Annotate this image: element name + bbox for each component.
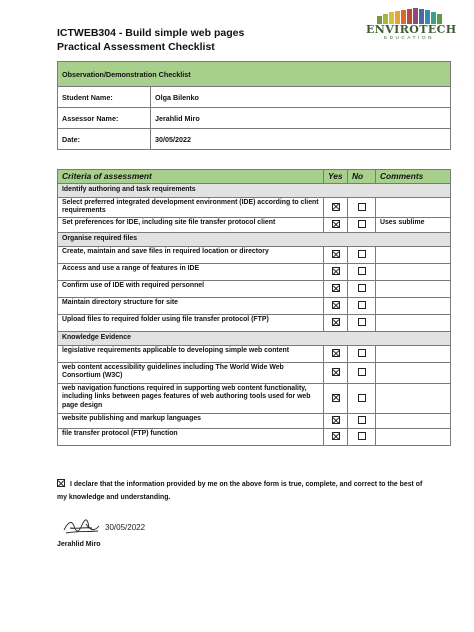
no-cell (348, 384, 376, 414)
criteria-text: web navigation functions required in supporting web content functionality, including links between pages features of web authoring tools used for web page design (58, 384, 324, 414)
no-checkbox[interactable] (358, 394, 366, 402)
yes-cell (324, 198, 348, 218)
info-table-header (58, 62, 451, 87)
criteria-row (58, 315, 451, 332)
logo-subtitle: EDUCATION (383, 35, 435, 40)
no-checkbox[interactable] (358, 267, 366, 275)
section-row (58, 184, 451, 198)
no-checkbox[interactable] (358, 203, 366, 211)
yes-checkbox[interactable] (332, 301, 340, 309)
criteria-text: Create, maintain and save files in required location or directory (58, 247, 324, 264)
criteria-row (58, 363, 451, 384)
yes-cell (324, 384, 348, 414)
no-checkbox[interactable] (358, 318, 366, 326)
comment-cell[interactable] (376, 281, 451, 298)
title-line-2: Practical Assessment Checklist (57, 41, 215, 53)
yes-cell (324, 429, 348, 446)
info-label: Date: (58, 129, 151, 150)
yes-cell (324, 298, 348, 315)
section-title: Organise required files (58, 233, 451, 247)
criteria-text: Select preferred integrated development environment (IDE) according to client requirements (58, 198, 324, 218)
criteria-text: Access and use a range of features in IDE (58, 264, 324, 281)
comment-cell[interactable] (376, 363, 451, 384)
no-cell (348, 315, 376, 332)
criteria-table (57, 169, 451, 446)
no-checkbox[interactable] (358, 416, 366, 424)
no-checkbox[interactable] (358, 368, 366, 376)
yes-cell (324, 247, 348, 264)
comment-cell[interactable] (376, 429, 451, 446)
criteria-text: Maintain directory structure for site (58, 298, 324, 315)
comment-cell[interactable] (376, 247, 451, 264)
document-title (57, 26, 317, 54)
info-row-student (58, 87, 451, 108)
yes-checkbox[interactable] (332, 203, 340, 211)
no-checkbox[interactable] (358, 349, 366, 357)
criteria-row (58, 218, 451, 233)
signature-date: 30/05/2022 (105, 523, 146, 532)
column-header-comments: Comments (376, 170, 451, 184)
yes-cell (324, 281, 348, 298)
yes-checkbox[interactable] (332, 416, 340, 424)
info-row-assessor (58, 108, 451, 129)
no-cell (348, 218, 376, 233)
section-row (58, 233, 451, 247)
declaration-text: I declare that the information provided by me on the above form is true, complete, and correct to the best of my knowledge and understanding. (57, 481, 423, 501)
yes-cell (324, 315, 348, 332)
criteria-text: legislative requirements applicable to developing simple web content (58, 346, 324, 363)
assessor-name-value[interactable]: Jerahlid Miro (151, 108, 451, 129)
comment-cell[interactable] (376, 346, 451, 363)
comment-cell[interactable] (376, 315, 451, 332)
no-cell (348, 298, 376, 315)
criteria-text: Upload files to required folder using file transfer protocol (FTP) (58, 315, 324, 332)
criteria-text: web content accessibility guidelines including The World Wide Web Consortium (W3C) (58, 363, 324, 384)
yes-cell (324, 414, 348, 429)
info-label: Assessor Name: (58, 108, 151, 129)
column-header-yes: Yes (324, 170, 348, 184)
no-cell (348, 363, 376, 384)
logo-bars-icon (375, 8, 445, 24)
section-title: Identify authoring and task requirements (58, 184, 451, 198)
yes-checkbox[interactable] (332, 250, 340, 258)
comment-cell[interactable] (376, 264, 451, 281)
criteria-row (58, 281, 451, 298)
criteria-text: website publishing and markup languages (58, 414, 324, 429)
criteria-row (58, 384, 451, 414)
no-cell (348, 346, 376, 363)
envirotech-logo (366, 8, 457, 42)
comment-cell[interactable] (376, 414, 451, 429)
yes-checkbox[interactable] (332, 368, 340, 376)
no-cell (348, 198, 376, 218)
no-checkbox[interactable] (358, 301, 366, 309)
comment-cell[interactable] (376, 298, 451, 315)
comment-cell[interactable] (376, 198, 451, 218)
yes-cell (324, 363, 348, 384)
info-row-date (58, 129, 451, 150)
criteria-row (58, 429, 451, 446)
info-heading: Observation/Demonstration Checklist (58, 62, 451, 87)
no-checkbox[interactable] (358, 284, 366, 292)
no-cell (348, 247, 376, 264)
yes-checkbox[interactable] (332, 394, 340, 402)
signature-image (62, 516, 102, 538)
criteria-text: Confirm use of IDE with required personnel (58, 281, 324, 298)
yes-checkbox[interactable] (332, 432, 340, 440)
comment-cell[interactable]: Uses sublime (376, 218, 451, 233)
date-value[interactable]: 30/05/2022 (151, 129, 451, 150)
section-row (58, 332, 451, 346)
info-label: Student Name: (58, 87, 151, 108)
assessor-signoff-name: Jerahlid Miro (57, 541, 101, 548)
declaration-checkbox[interactable] (57, 479, 65, 487)
no-checkbox[interactable] (358, 220, 366, 228)
yes-checkbox[interactable] (332, 349, 340, 357)
info-table (57, 61, 451, 150)
no-cell (348, 281, 376, 298)
no-cell (348, 429, 376, 446)
yes-checkbox[interactable] (332, 284, 340, 292)
yes-checkbox[interactable] (332, 318, 340, 326)
yes-cell (324, 346, 348, 363)
no-cell (348, 414, 376, 429)
yes-cell (324, 218, 348, 233)
title-line-1: ICTWEB304 - Build simple web pages (57, 27, 245, 39)
logo-wordmark: ENVIROTECH (366, 23, 457, 36)
yes-checkbox[interactable] (332, 267, 340, 275)
no-checkbox[interactable] (358, 250, 366, 258)
criteria-row (58, 414, 451, 429)
comment-cell[interactable] (376, 384, 451, 414)
criteria-row (58, 298, 451, 315)
criteria-row (58, 198, 451, 218)
criteria-row (58, 264, 451, 281)
section-title: Knowledge Evidence (58, 332, 451, 346)
column-header-no: No (348, 170, 376, 184)
column-header-criteria: Criteria of assessment (58, 170, 324, 184)
criteria-row (58, 247, 451, 264)
criteria-table-header (58, 170, 451, 184)
student-name-value[interactable]: Olga Bilenko (151, 87, 451, 108)
yes-checkbox[interactable] (332, 220, 340, 228)
criteria-text: file transfer protocol (FTP) function (58, 429, 324, 446)
criteria-text: Set preferences for IDE, including site file transfer protocol client (58, 218, 324, 233)
no-checkbox[interactable] (358, 432, 366, 440)
yes-cell (324, 264, 348, 281)
no-cell (348, 264, 376, 281)
declaration (57, 478, 427, 504)
criteria-row (58, 346, 451, 363)
